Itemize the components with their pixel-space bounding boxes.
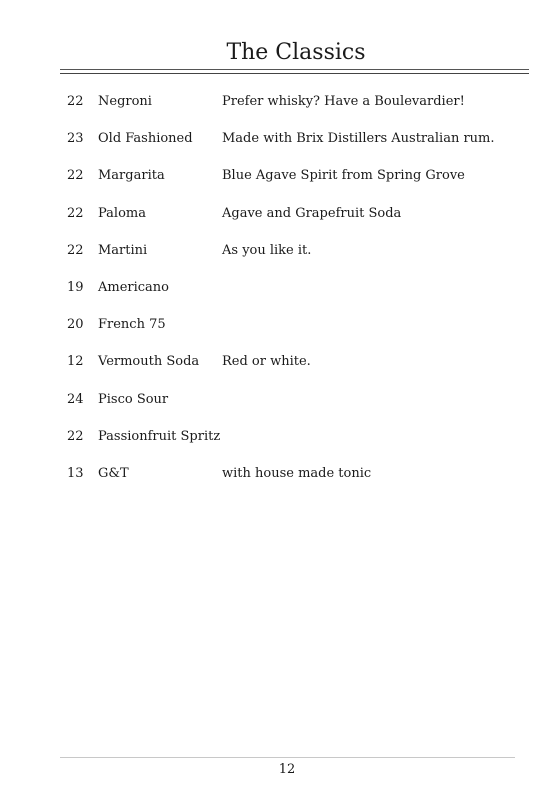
menu-item-price: 23 (67, 131, 84, 147)
menu-item-name: Martini (98, 242, 148, 258)
menu-item (0, 242, 559, 279)
menu-item-description: with house made tonic (222, 465, 372, 481)
menu-item (0, 93, 559, 130)
title-rule-top (60, 69, 529, 70)
menu-item (0, 353, 559, 390)
menu-item-price: 22 (67, 168, 84, 184)
menu-item-price: 19 (67, 279, 84, 295)
menu-item (0, 130, 559, 167)
menu-item-name: Negroni (98, 94, 152, 109)
menu-item (0, 465, 559, 502)
menu-item-name: Americano (98, 279, 170, 295)
menu-item-price: 22 (67, 205, 84, 221)
menu-item-price: 22 (67, 242, 84, 258)
menu-item-description: Made with Brix Distillers Australian rum. (222, 131, 495, 147)
menu-item-description: Prefer whisky? Have a Boulevardier! (222, 94, 465, 109)
menu-item (0, 167, 559, 204)
menu-item-description: Red or white. (222, 354, 311, 370)
page-number: 12 (278, 762, 296, 777)
menu-item-description: As you like it. (222, 242, 312, 258)
footer-rule (60, 757, 515, 758)
menu-item-name: Passionfruit Spritz (98, 428, 221, 444)
menu-item-name: Old Fashioned (98, 131, 193, 147)
menu-item-price: 12 (67, 354, 84, 370)
menu-item-description: Blue Agave Spirit from Spring Grove (222, 168, 465, 184)
menu-item (0, 316, 559, 353)
menu-item-name: French 75 (98, 317, 166, 333)
menu-list (0, 93, 559, 502)
menu-item-description: Agave and Grapefruit Soda (222, 205, 402, 221)
menu-item-name: Vermouth Soda (98, 354, 200, 370)
menu-item-price: 24 (67, 391, 84, 407)
menu-item-name: Margarita (98, 168, 165, 184)
menu-item-price: 22 (67, 94, 84, 109)
menu-item-price: 20 (67, 317, 84, 333)
menu-item (0, 428, 559, 465)
menu-item-name: G&T (98, 465, 129, 481)
page-title: The Classics (226, 40, 366, 65)
menu-item-price: 13 (67, 465, 84, 481)
menu-item (0, 205, 559, 242)
menu-item-name: Paloma (98, 205, 146, 221)
title-rule-bottom (60, 73, 529, 74)
menu-item (0, 279, 559, 316)
menu-item (0, 391, 559, 428)
menu-item-name: Pisco Sour (98, 391, 169, 407)
menu-item-price: 22 (67, 428, 84, 444)
